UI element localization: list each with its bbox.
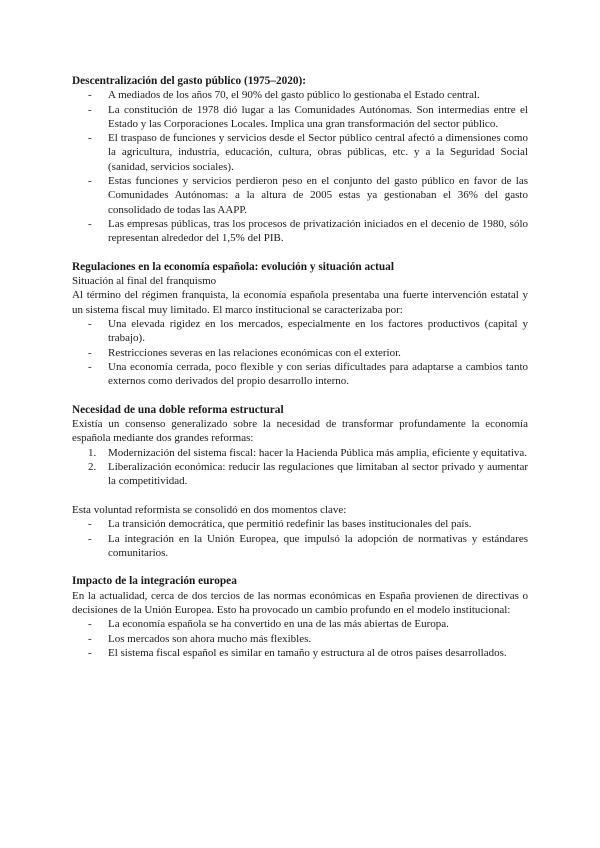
list-item bbox=[72, 446, 528, 460]
list-item-text: Liberalización económica: reducir las regulaciones que limitaban al sector privado y aumentar la competitividad. bbox=[108, 461, 528, 488]
bullet-marker: - bbox=[88, 618, 92, 631]
bullet-marker: - bbox=[88, 360, 92, 373]
list-item bbox=[72, 360, 528, 389]
bullet-marker: - bbox=[88, 518, 92, 531]
bullet-marker: - bbox=[88, 318, 92, 331]
section-heading: Regulaciones en la economía española: evolución y situación actual bbox=[72, 260, 394, 273]
list-item bbox=[72, 517, 528, 531]
bullet-marker: - bbox=[88, 532, 92, 545]
bullet-marker: - bbox=[88, 646, 92, 659]
list-item bbox=[72, 174, 528, 217]
list-item-text: La constitución de 1978 dió lugar a las Comunidades Autónomas. Son intermedias entre el Estado y las Corporaciones Locales. Implica una gran transformación del sector público. bbox=[108, 103, 528, 130]
list-item bbox=[72, 317, 528, 346]
list-item bbox=[72, 646, 528, 660]
list-item-text: Una elevada rigidez en los mercados, especialmente en los factores productivos (capital y trabajo). bbox=[108, 318, 528, 345]
list-item-text: Modernización del sistema fiscal: hacer la Hacienda Pública más amplia, eficiente y equitativa. bbox=[108, 446, 528, 459]
list-item bbox=[72, 103, 528, 132]
list-item bbox=[72, 131, 528, 174]
bullet-list bbox=[72, 317, 528, 388]
list-item-text: Una economía cerrada, poco flexible y con serias dificultades para adaptarse a cambios tanto externos como derivados del propio desarrollo interno. bbox=[108, 360, 528, 388]
list-item-text: Las empresas públicas, tras los procesos de privatización iniciados en el decenio de 1980, sólo representan alrededor del 1,5% del PIB. bbox=[108, 217, 528, 245]
list-item bbox=[72, 460, 528, 489]
list-item bbox=[72, 632, 528, 646]
paragraph: En la actualidad, cerca de dos tercios de las normas económicas en España provienen de directivas o decisiones de la Unión Europea. Esto ha provocado un cambio profundo en el modelo institucional: bbox=[72, 589, 528, 616]
list-item bbox=[72, 532, 528, 561]
bullet-marker: - bbox=[88, 175, 92, 188]
bullet-marker: - bbox=[88, 89, 92, 102]
bullet-marker: - bbox=[88, 632, 92, 645]
section-heading: Impacto de la integración europea bbox=[72, 575, 237, 588]
paragraph: Esta voluntad reformista se consolidó en dos momentos clave: bbox=[72, 503, 347, 516]
bullet-marker: - bbox=[88, 103, 92, 116]
bullet-marker: - bbox=[88, 346, 92, 359]
list-item bbox=[72, 88, 528, 102]
list-item bbox=[72, 346, 528, 360]
list-item-text: El traspaso de funciones y servicios desde el Sector público central afectó a dimensiones como la agricultura, industria, educación, cultura, obras públicas, etc. y a la Seguridad Social (sanidad, servicios sociales). bbox=[108, 132, 528, 173]
list-item-text: La integración en la Unión Europea, que impulsó la adopción de normativas y estándares comunitarios. bbox=[108, 532, 528, 559]
paragraph: Al término del régimen franquista, la economía española presentaba una fuerte intervención estatal y un sistema fiscal muy limitado. El marco institucional se caracterizaba por: bbox=[72, 289, 528, 316]
bullet-marker: - bbox=[88, 132, 92, 145]
bullet-list bbox=[72, 517, 528, 560]
paragraph: Existía un consenso generalizado sobre la necesidad de transformar profundamente la economía española mediante dos grandes reformas: bbox=[72, 418, 528, 445]
list-item bbox=[72, 217, 528, 246]
bullet-list bbox=[72, 88, 528, 245]
list-item-text: Estas funciones y servicios perdieron peso en el conjunto del gasto público en favor de las Comunidades Autónomas: a la altura de 2005 estas ya gestionaban el 36% del gasto consolidado de todas las AAPP. bbox=[108, 175, 528, 216]
list-item-text: La transición democrática, que permitió redefinir las bases institucionales del país. bbox=[108, 518, 472, 531]
list-item-text: A mediados de los años 70, el 90% del gasto público lo gestionaba el Estado central. bbox=[108, 89, 480, 102]
list-item-text: Los mercados son ahora mucho más flexibles. bbox=[108, 632, 312, 645]
bullet-list bbox=[72, 617, 528, 660]
list-item-text: Restricciones severas en las relaciones económicas con el exterior. bbox=[108, 346, 401, 359]
document-page bbox=[72, 74, 528, 660]
subheading: Situación al final del franquismo bbox=[72, 275, 217, 288]
list-item-text: La economía española se ha convertido en una de las más abiertas de Europa. bbox=[108, 618, 449, 631]
list-item-text: El sistema fiscal español es similar en tamaño y estructura al de otros países desarrollados. bbox=[108, 646, 507, 659]
section-heading: Necesidad de una doble reforma estructural bbox=[72, 403, 284, 416]
bullet-marker: - bbox=[88, 217, 92, 230]
number-marker: 1. bbox=[88, 446, 97, 459]
numbered-list bbox=[72, 446, 528, 489]
number-marker: 2. bbox=[88, 461, 97, 474]
section-heading: Descentralización del gasto público (1975–2020): bbox=[72, 75, 307, 87]
list-item bbox=[72, 617, 528, 631]
